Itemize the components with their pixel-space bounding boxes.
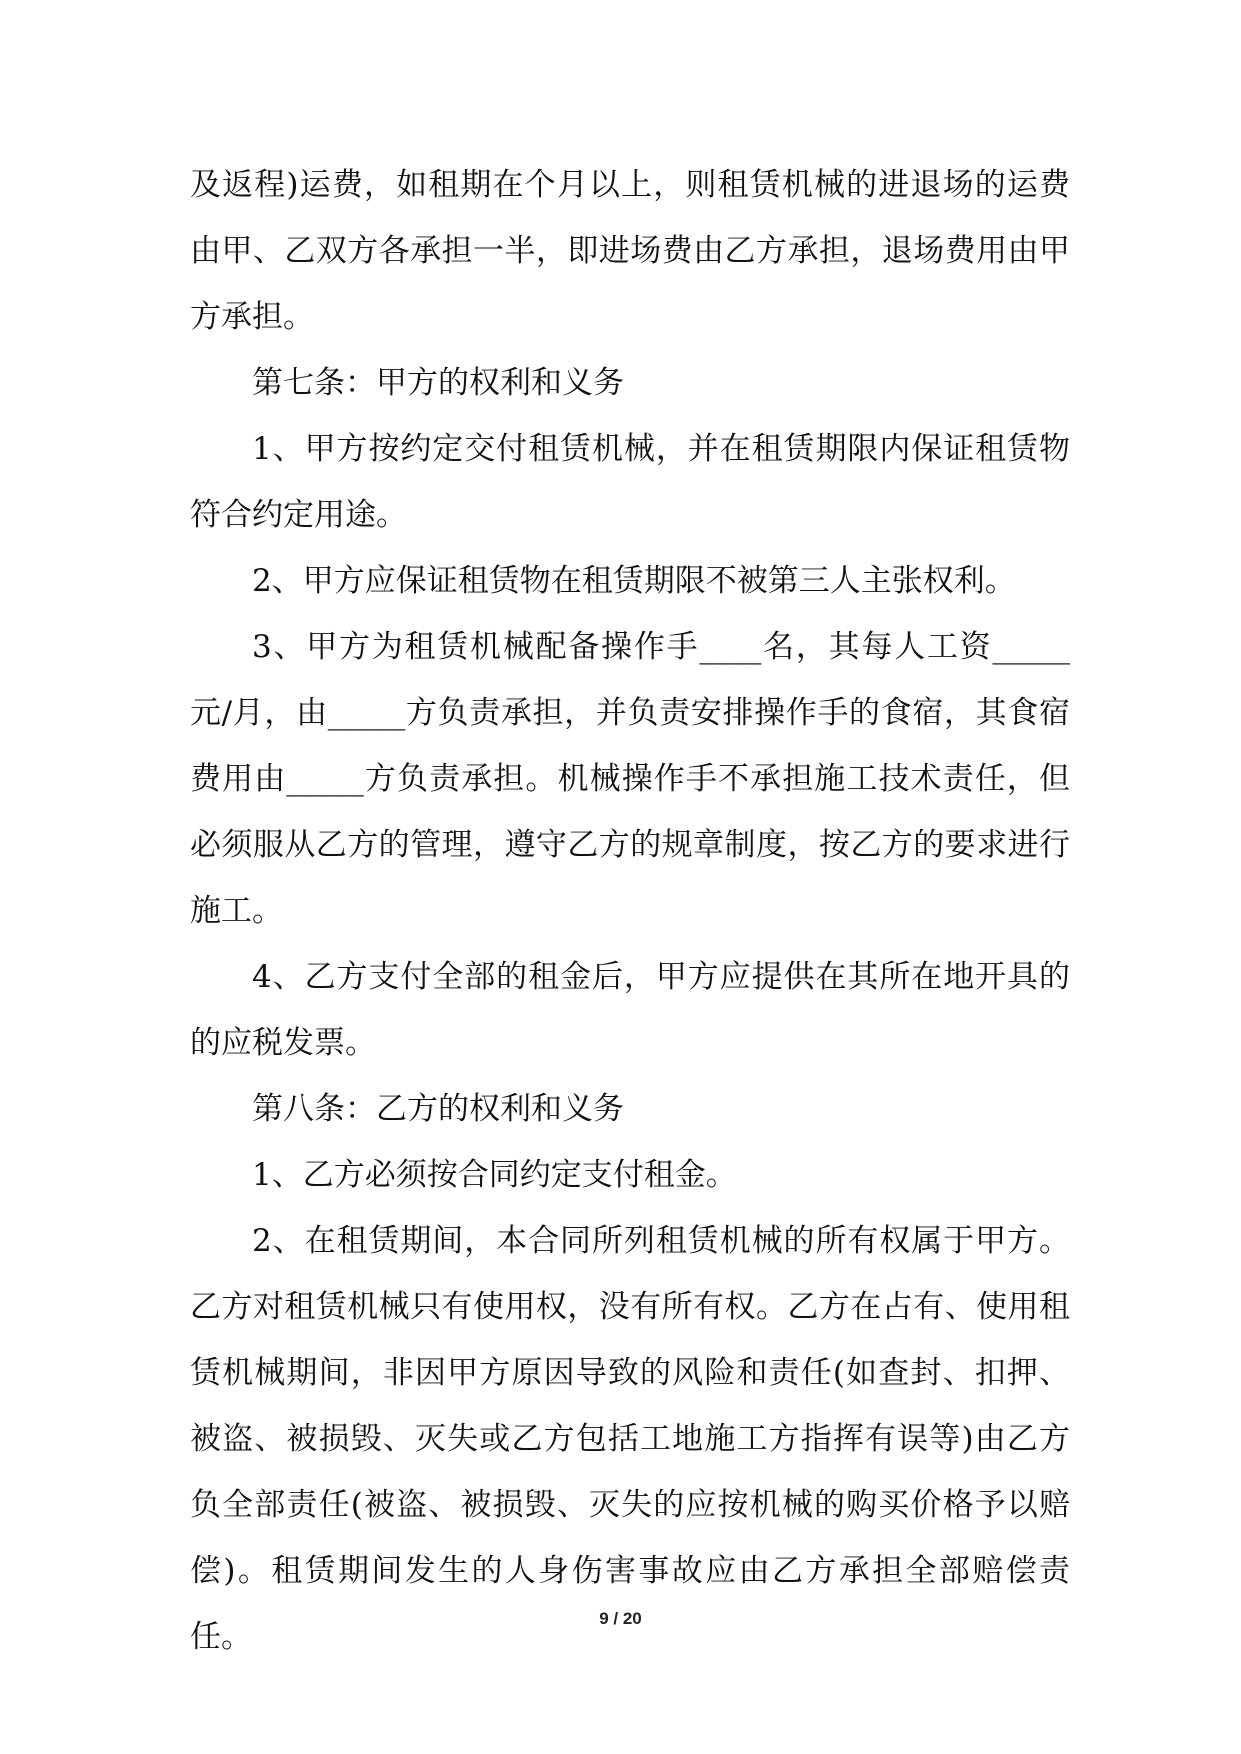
article-7-clause-1: 1、甲方按约定交付租赁机械，并在租赁期限内保证租赁物符合约定用途。 [190,431,1070,533]
article-8-clause-2: 2、在租赁期间，本合同所列租赁机械的所有权属于甲方。乙方对租赁机械只有使用权，没有所有权。乙方在占有、使用租赁机械期间，非因甲方原因导致的风险和责任(如查封、扣押、被盗、被损毁、灭失或乙方包括工地施工方指挥有误等)由乙方负全部责任(被盗、被损毁、灭失的应按机械的购买价格予以赔偿)。租赁期间发生的人身伤害事故应由乙方承担全部赔偿责任。 [190,1223,1070,1655]
document-body [190,152,1070,1670]
article-8-heading: 第八条：乙方的权利和义务 [252,1091,624,1127]
article-7-clause-2: 2、甲方应保证租赁物在租赁期限不被第三人主张权利。 [252,563,1016,599]
paragraph-shipping-cost: 及返程)运费，如租期在个月以上，则租赁机械的进退场的运费由甲、乙双方各承担一半，即进场费由乙方承担，退场费用由甲方承担。 [190,167,1070,335]
article-7-heading: 第七条：甲方的权利和义务 [252,365,624,401]
article-7-clause-3: 3、甲方为租赁机械配备操作手____名，其每人工资_____元/月，由_____方负责承担，并负责安排操作手的食宿，其食宿费用由_____方负责承担。机械操作手不承担施工技术责任，但必须服从乙方的管理，遵守乙方的规章制度，按乙方的要求进行施工。 [190,629,1070,929]
article-7-clause-4: 4、乙方支付全部的租金后，甲方应提供在其所在地开具的的应税发票。 [190,959,1070,1061]
article-8-clause-1: 1、乙方必须按合同约定支付租金。 [252,1157,737,1193]
page-number: 9 / 20 [599,1609,642,1628]
